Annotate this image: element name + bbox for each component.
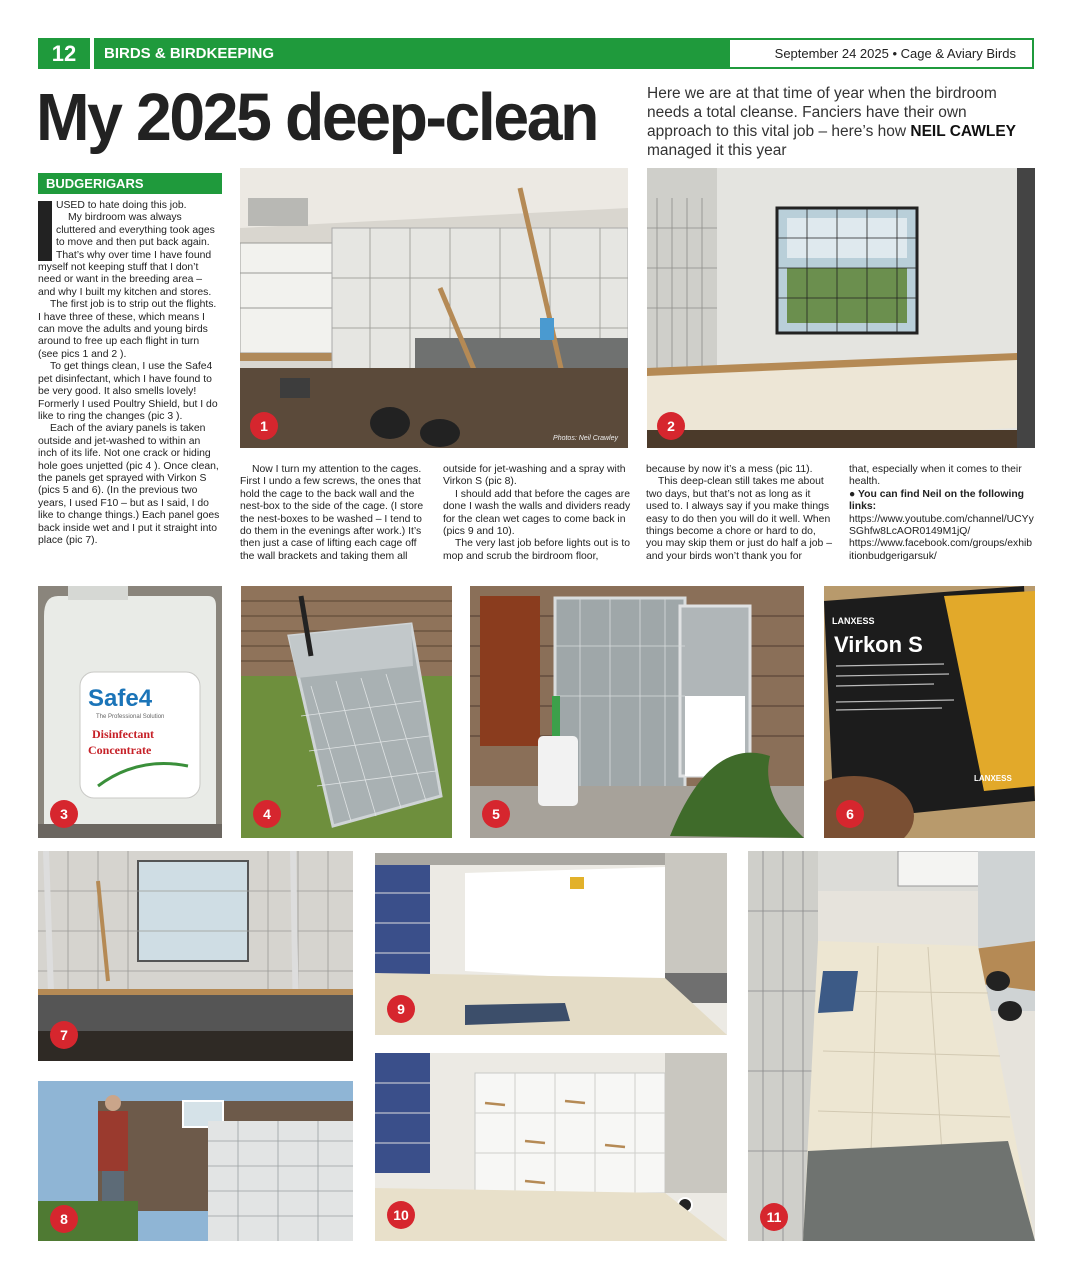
section-tag: BUDGERIGARS (38, 173, 222, 194)
paragraph: USED to hate doing this job. (56, 200, 187, 211)
birdroom-flight-photo (240, 168, 628, 448)
photo-number-badge: 9 (387, 995, 415, 1023)
photo-5 (470, 586, 804, 838)
washed-wall-photo (375, 853, 727, 1035)
paragraph: that, especially when it comes to their health. (849, 464, 1022, 488)
paragraph: Each of the aviary panels is taken outside and jet-washed to within an inch of its life. Not one crack or hiding hole goes unjetted (pic 4 ). Once clean, the panels get sprayed with Virkon S (pics 5 and 6). (In the previous two years, I used F10 – but as I said, I do like to change things.) Each panel goes back inside wet and I put it straight into place (pic 7). (38, 423, 220, 546)
bottle-brand: Safe4 (88, 685, 153, 712)
bottle-subbrand: The Professional Solution (96, 714, 165, 720)
body-column-3 (443, 464, 631, 563)
photo-6 (824, 586, 1035, 838)
body-column-5 (849, 464, 1034, 563)
photo-number-badge: 2 (657, 412, 685, 440)
photo-number-badge: 7 (50, 1021, 78, 1049)
author-name: NEIL CAWLEY (910, 123, 1017, 140)
paragraph: because by now it’s a mess (pic 11). (646, 464, 813, 475)
issue-date: September 24 2025 • Cage & Aviary Birds (728, 38, 1034, 69)
photo-number-badge: 8 (50, 1205, 78, 1233)
mopped-floor-photo (748, 851, 1035, 1241)
photo-7 (38, 851, 353, 1061)
photo-number-badge: 11 (760, 1203, 788, 1231)
cages-washing-photo (38, 1081, 353, 1241)
photo-number-badge: 1 (250, 412, 278, 440)
panels-sprayer-photo (470, 586, 804, 838)
photo-3 (38, 586, 222, 838)
paragraph: This deep-clean still takes me about two days, but that’s not as long as it used to. I always say if you make things easy to do then you will do it well. When things become a chore or hard to do, you may skip them or just do half a job – and your birds won’t thank you for (646, 476, 832, 562)
paragraph: outside for jet-washing and a spray with Virkon S (pic 8). (443, 464, 626, 488)
paragraph: Now I turn my attention to the cages. First I undo a few screws, the ones that hold the cage to the back wall and the nest-box to the side of the cage. (I store the nest-boxes to be washed – I tend to do them in the evenings after work.) It’s then just a case of lifting each cage off the wall brackets and taking them all (240, 464, 424, 562)
photo-number-badge: 10 (387, 1201, 415, 1229)
standfirst (647, 84, 1032, 160)
cages-returned-photo (375, 1053, 727, 1241)
drop-cap-icon (38, 201, 52, 261)
body-column-2 (240, 464, 428, 563)
page-header (38, 38, 1034, 69)
sachet-brand: LANXESS (832, 616, 875, 626)
photo-number-badge: 5 (482, 800, 510, 828)
body-column-4 (646, 464, 834, 563)
youtube-link[interactable]: https://www.youtube.com/channel/UCYySGhfw8LcAOR0149M1jQ/ (849, 513, 1034, 538)
photo-4 (241, 586, 452, 838)
sachet-brand-bottom: LANXESS (974, 774, 1012, 783)
paragraph: To get things clean, I use the Safe4 pet disinfectant, which I have found to be very good. It also smells lovely! Formerly I used Poultry Shield, but I do like to ring the changes (pic 3 ). (38, 361, 218, 422)
links-heading: ● You can find Neil on the following links: (849, 488, 1025, 513)
photo-number-badge: 6 (836, 800, 864, 828)
facebook-link[interactable]: https://www.facebook.com/groups/exhibitionbudgerigarsuk/ (849, 538, 1033, 562)
paragraph: I should add that before the cages are done I wash the walls and dividers ready for the clean wet cages to come back in (pics 9 and 10). (443, 488, 631, 538)
empty-flight-window-photo (647, 168, 1035, 448)
paragraph: The very last job before lights out is to mop and scrub the birdroom floor, (443, 538, 630, 562)
paragraph: The first job is to strip out the flights. I have three of these, which means I can move the adults and young birds around to free up each flight in turn (see pics 1 and 2 ). (38, 299, 217, 360)
photo-number-badge: 3 (50, 800, 78, 828)
bottle-line2: Concentrate (88, 743, 152, 757)
section-title: BIRDS & BIRDKEEPING (94, 38, 728, 69)
standfirst-tail: managed it this year (647, 142, 787, 159)
photo-number-badge: 4 (253, 800, 281, 828)
photo-credit: Photos: Neil Crawley (553, 435, 618, 442)
headline: My 2025 deep-clean (36, 80, 597, 155)
photo-8 (38, 1081, 353, 1241)
page-number: 12 (38, 38, 90, 69)
paragraph: My birdroom was always cluttered and everything took ages to move and then put back again. That’s why over time I have found myself not keeping stuff that I don’t need or want in the breeding area – and why I built my kitchen and stores. (38, 212, 215, 298)
photo-2 (647, 168, 1035, 448)
photo-11 (748, 851, 1035, 1241)
sachet-product: Virkon S (834, 632, 923, 657)
panel-installed-photo (38, 851, 353, 1061)
photo-1 (240, 168, 628, 448)
bottle-line1: Disinfectant (92, 727, 154, 741)
body-column-1 (38, 200, 222, 547)
photo-9 (375, 853, 727, 1035)
standfirst-lead: Here we are at that time of year when the birdroom needs a total cleanse. Fanciers have their own approach to this vital job – here’s how (647, 85, 997, 140)
photo-10 (375, 1053, 727, 1241)
